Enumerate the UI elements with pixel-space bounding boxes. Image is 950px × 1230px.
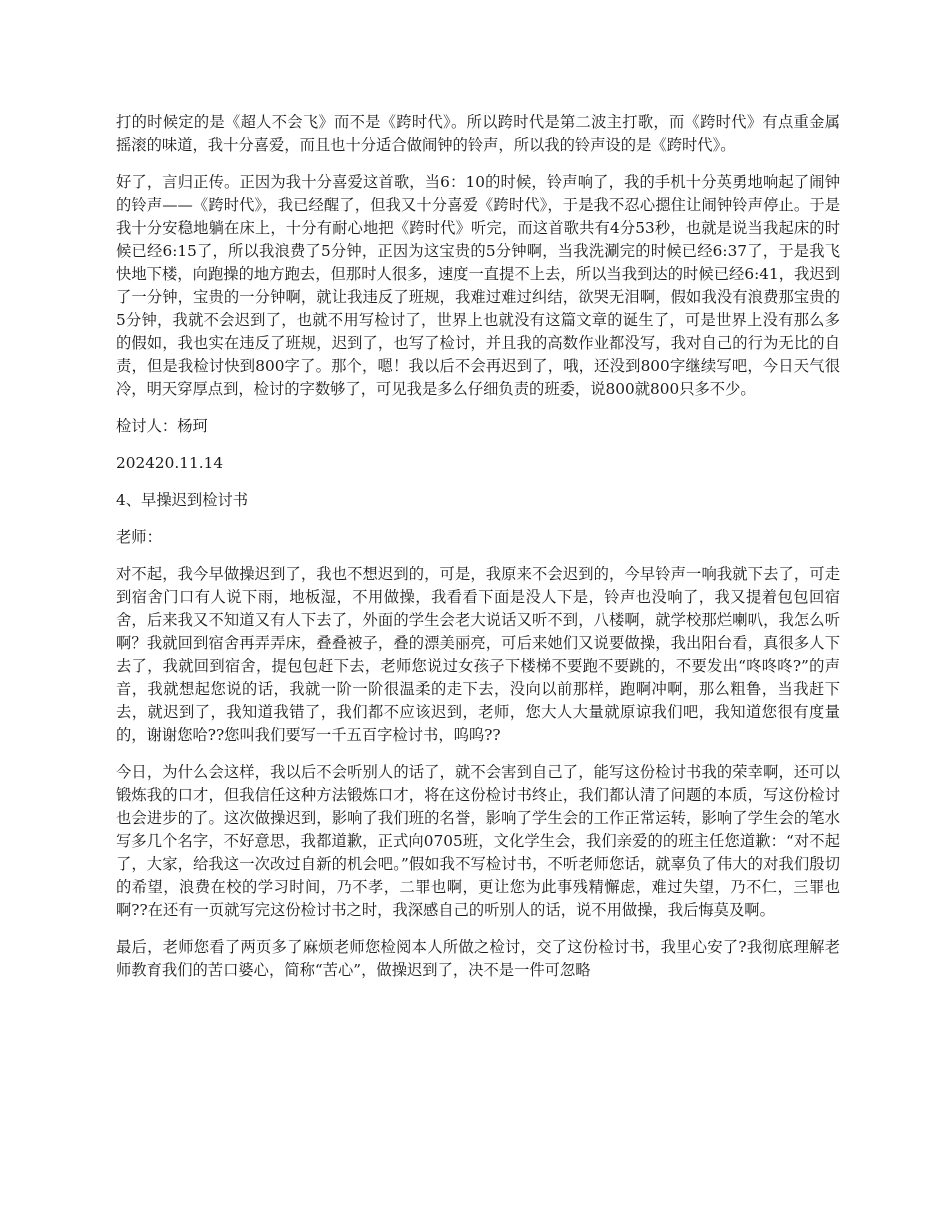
paragraph-late-story: 好了，言归正传。正因为我十分喜爱这首歌，当6：10的时候，铃声响了，我的手机十分英勇地响起了闹钟的铃声——《跨时代》，我已经醒了，但我又十分喜爱《跨时代》，于是我不忍心摁住让闹钟铃声停止。于是我十分安稳地躺在床上，十分有耐心地把《跨时代》听完，而这首歌共有4分53秒，也就是说当我起床的时候已经6:15了，所以我浪费了5分钟，正因为这宝贵的5分钟啊，当我洗涮完的时候已经6:37了，于是我飞快地下楼，向跑操的地方跑去，但那时人很多，速度一直提不上去，所以当我到达的时候已经6:41，我迟到了一分钟，宝贵的一分钟啊，就让我违反了班规，我难过难过纠结，欲哭无泪啊，假如我没有浪费那宝贵的5分钟，我就不会迟到了，也就不用写检讨了，世界上也就没有这篇文章的诞生了，可是世界上没有那么多的假如，我也实在违反了班规，迟到了，也写了检讨，并且我的高数作业都没写，我对自己的行为无比的自责，但是我检讨快到800字了。那个，嗯！我以后不会再迟到了，哦，还没到800字继续写吧，今日天气很冷，明天穿厚点到，检讨的字数够了，可见我是多么仔细负责的班委，说800就800只多不少。 (116, 173, 840, 398)
section-heading: 4、早操迟到检讨书 (116, 491, 249, 509)
document-body (116, 111, 840, 996)
paragraph-apology: 对不起，我今早做操迟到了，我也不想迟到的，可是，我原来不会迟到的，今早铃声一响我就下去了，可走到宿舍门口有人说下雨，地板湿，不用做操，我看看下面是没人下是，铃声也没响了，我又提着包包回宿舍，后来我又不知道又有人下去了，外面的学生会老大说话又听不到，八楼啊，就学校那烂喇叭，我怎么听啊？我就回到宿舍再弄弄床，叠叠被子，叠的漂美丽亮，可后来她们又说要做操，我出阳台看，真很多人下去了，我就回到宿舍，提包包赶下去，老师您说过女孩子下楼梯不要跑不要跳的，不要发出“咚咚咚?”的声音，我就想起您说的话，我就一阶一阶很温柔的走下去，没向以前那样，跑啊冲啊，那么粗鲁，当我赶下去，就迟到了，我知道我错了，我们都不应该迟到，老师，您大人大量就原谅我们吧，我知道您很有度量的，谢谢您哈??您叫我们要写一千五百字检讨书，呜呜?? (116, 565, 840, 744)
paragraph-conclusion: 最后，老师您看了两页多了麻烦老师您检阅本人所做之检讨，交了这份检讨书，我里心安了?我彻底理解老师教育我们的苦口婆心，简称“苦心”，做操迟到了，决不是一件可忽略 (116, 938, 840, 979)
paragraph-reflection: 今日，为什么会这样，我以后不会听别人的话了，就不会害到自己了，能写这份检讨书我的荣幸啊，还可以锻炼我的口才，但我信任这种方法锻炼口才，将在这份检讨书终止，我们都认清了问题的本质，写这份检讨也会进步的了。这次做操迟到，影响了我们班的名誉，影响了学生会的工作正常运转，影响了学生会的笔水写多几个名字，不好意思，我都道歉，正式向0705班，文化学生会，我们亲爱的的班主任您道歉：“对不起了，大家，给我这一次改过自新的机会吧。”假如我不写检讨书，不听老师您话，就辜负了伟大的对我们殷切的希望，浪费在校的学习时间，乃不孝，二罪也啊，更让您为此事残精懈虑，难过失望，乃不仁，三罪也啊??在还有一页就写完这份检讨书之时，我深感自己的听别人的话，说不用做操，我后悔莫及啊。 (116, 763, 840, 919)
paragraph-song-intro: 打的时候定的是《超人不会飞》而不是《跨时代》。所以跨时代是第二波主打歌，而《跨时代》有点重金属摇滚的味道，我十分喜爱，而且也十分适合做闹钟的铃声，所以我的铃声设的是《跨时代》。 (116, 113, 840, 154)
signature-line: 检讨人：杨珂 (116, 417, 208, 435)
salutation: 老师： (116, 528, 162, 546)
date-line: 202420.11.14 (116, 454, 224, 472)
